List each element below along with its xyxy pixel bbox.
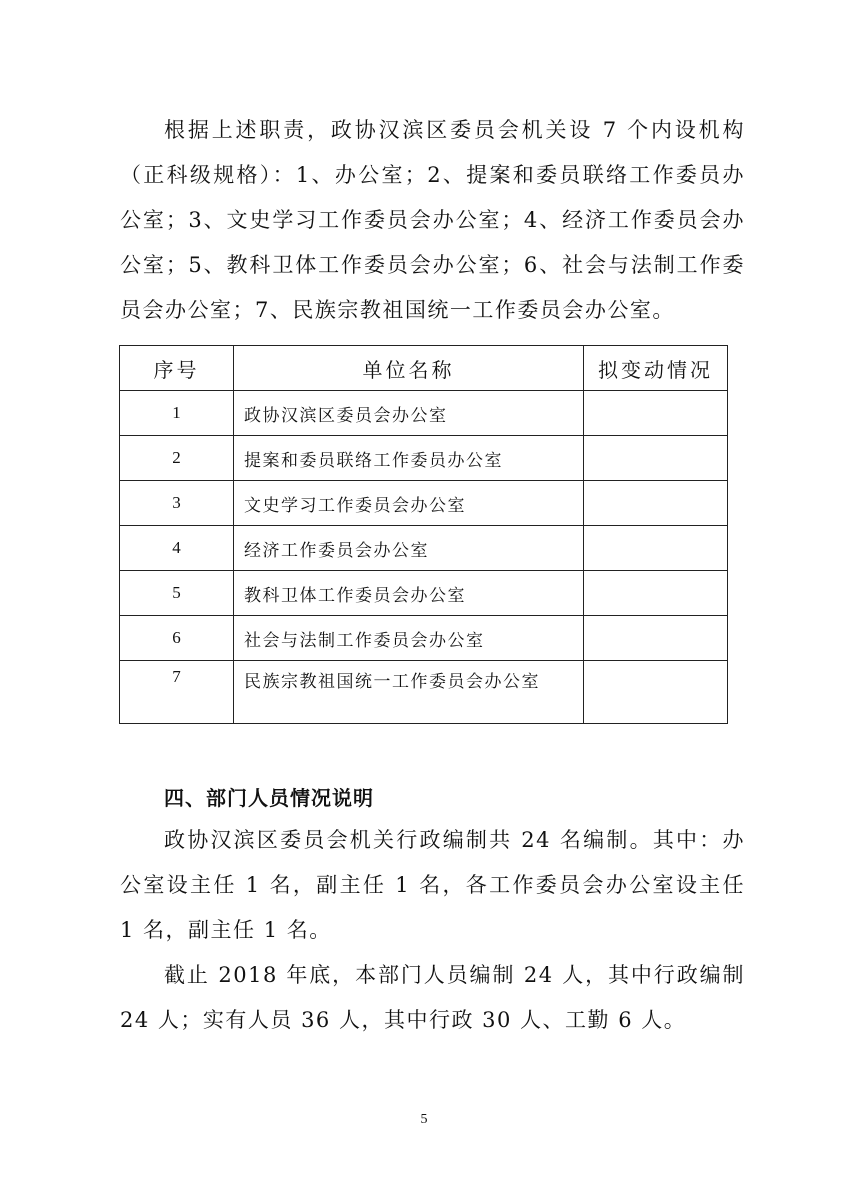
row-planned-change	[584, 481, 728, 526]
intro-paragraph: 根据上述职责，政协汉滨区委员会机关设 7 个内设机构（正科级规格）：1、办公室；2、提案和委员联络工作委员办公室；3、文史学习工作委员会办公室；4、经济工作委员会办公室；5、教科卫体工作委员会办公室；6、社会与法制工作委员会办公室；7、民族宗教祖国统一工作委员会办公室。	[120, 118, 745, 322]
staffing-paragraph: 政协汉滨区委员会机关行政编制共 24 名编制。其中：办公室设主任 1 名，副主任 1 名，各工作委员会办公室设主任 1 名，副主任 1 名。	[120, 828, 745, 942]
table-row	[120, 526, 728, 571]
row-unit-name: 社会与法制工作委员会办公室	[234, 616, 584, 661]
year-end-staff-paragraph: 截止 2018 年底，本部门人员编制 24 人，其中行政编制 24 人；实有人员 36 人，其中行政 30 人、工勤 6 人。	[120, 963, 745, 1032]
row-serial: 3	[120, 481, 234, 526]
row-unit-name: 提案和委员联络工作委员办公室	[234, 436, 584, 481]
section-heading: 四、部门人员情况说明	[164, 786, 374, 810]
row-unit-name: 民族宗教祖国统一工作委员会办公室	[234, 661, 584, 724]
row-unit-name: 政协汉滨区委员会办公室	[234, 391, 584, 436]
row-unit-name: 教科卫体工作委员会办公室	[234, 571, 584, 616]
table-row	[120, 436, 728, 481]
row-planned-change	[584, 661, 728, 724]
row-serial: 1	[120, 391, 234, 436]
row-serial: 4	[120, 526, 234, 571]
table-row	[120, 661, 728, 724]
table-row	[120, 481, 728, 526]
row-planned-change	[584, 571, 728, 616]
table-row	[120, 391, 728, 436]
row-planned-change	[584, 391, 728, 436]
row-planned-change	[584, 436, 728, 481]
row-serial: 5	[120, 571, 234, 616]
header-serial: 序号	[120, 346, 234, 391]
row-planned-change	[584, 616, 728, 661]
page-number: 5	[420, 1112, 428, 1127]
row-unit-name: 文史学习工作委员会办公室	[234, 481, 584, 526]
row-serial: 7	[120, 661, 234, 724]
row-planned-change	[584, 526, 728, 571]
row-serial: 6	[120, 616, 234, 661]
row-unit-name: 经济工作委员会办公室	[234, 526, 584, 571]
header-planned-change: 拟变动情况	[584, 346, 728, 391]
row-serial: 2	[120, 436, 234, 481]
table-row	[120, 616, 728, 661]
table-header-row	[120, 346, 728, 391]
internal-units-table	[119, 345, 728, 724]
table-row	[120, 571, 728, 616]
header-unit-name: 单位名称	[234, 346, 584, 391]
